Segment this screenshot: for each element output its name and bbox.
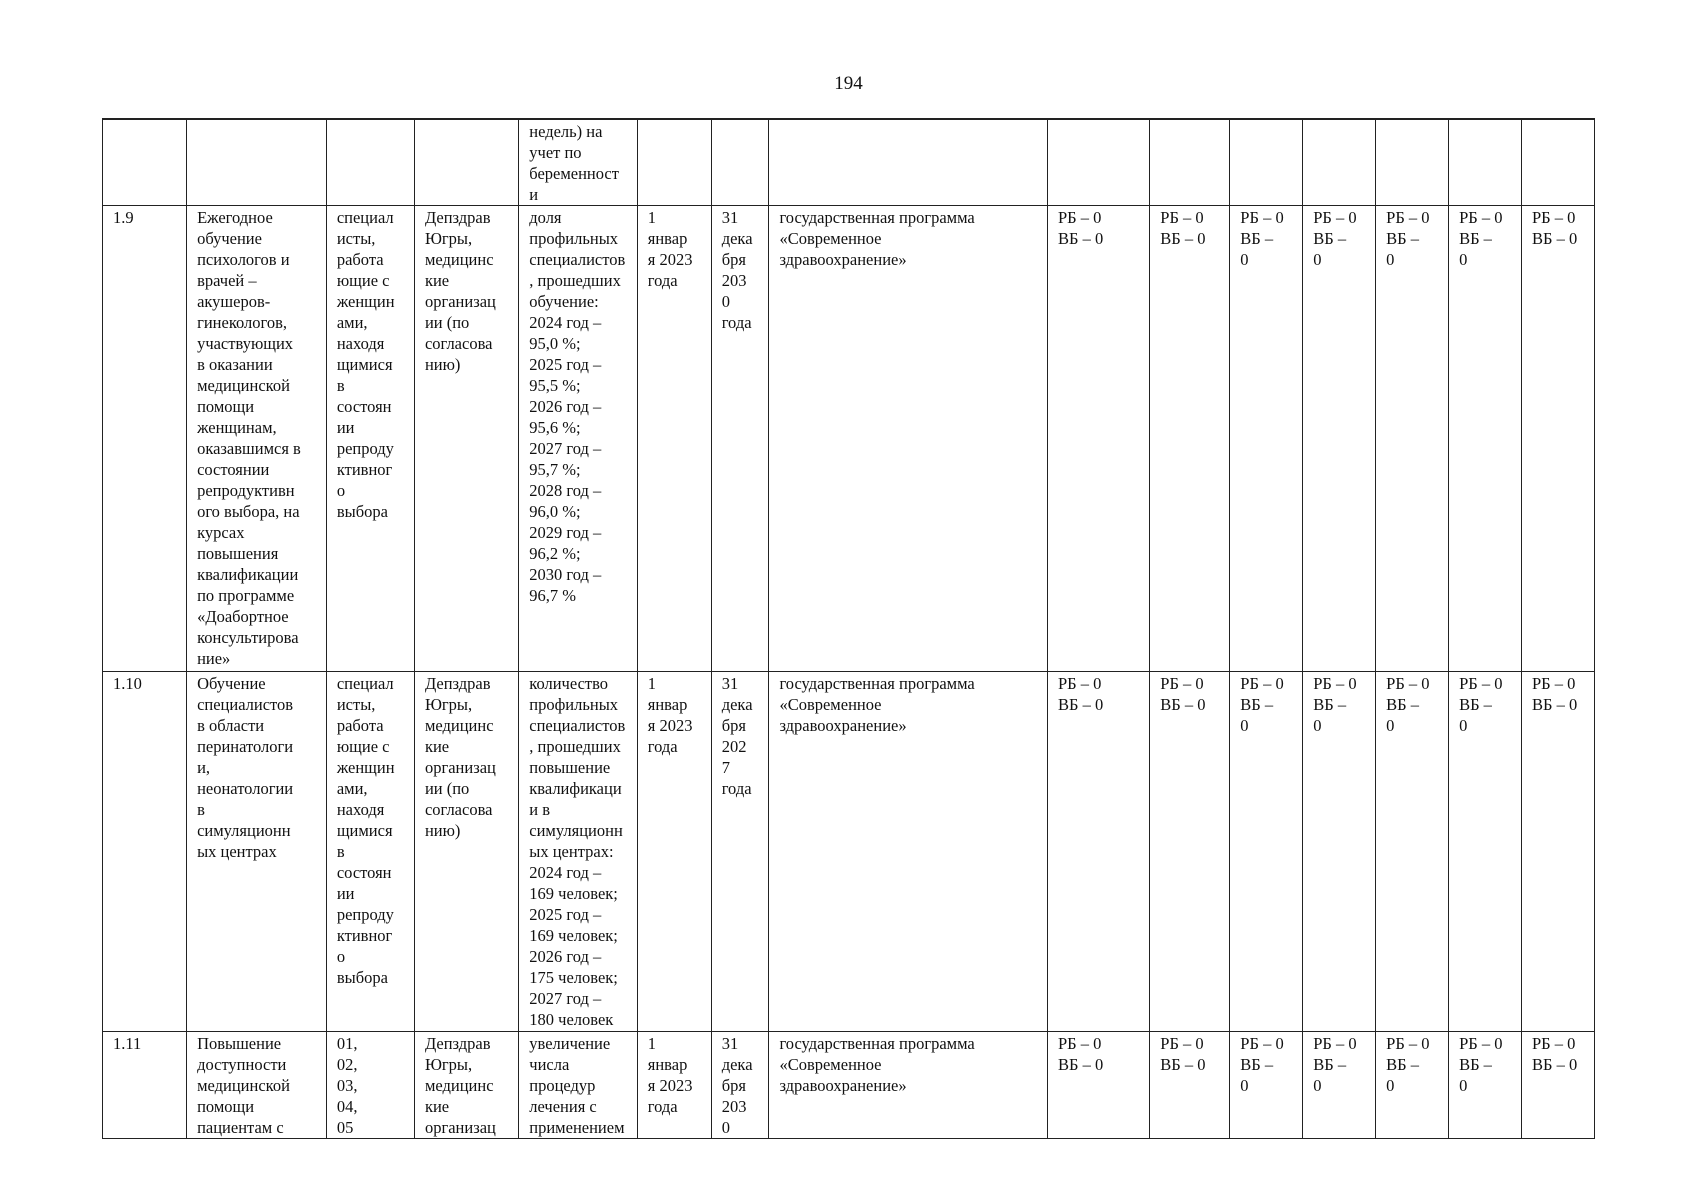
measure-number-cell: 1.10 bbox=[103, 672, 187, 1032]
participants-cell: 01, 02, 03, 04, 05 bbox=[326, 1032, 414, 1139]
measure-number-cell: 1.11 bbox=[103, 1032, 187, 1139]
funding-cell: РБ – 0 ВБ – 0 bbox=[1230, 672, 1303, 1032]
program-cell bbox=[769, 119, 1048, 206]
table-row bbox=[103, 206, 1595, 672]
funding-cell bbox=[1521, 119, 1594, 206]
funding-cell: РБ – 0 ВБ – 0 bbox=[1230, 1032, 1303, 1139]
executor-cell bbox=[414, 119, 518, 206]
measures-table bbox=[102, 118, 1595, 1139]
end-date-cell bbox=[711, 119, 769, 206]
funding-cell: РБ – 0 ВБ – 0 bbox=[1047, 206, 1149, 672]
funding-cell: РБ – 0 ВБ – 0 bbox=[1449, 672, 1522, 1032]
indicator-cell: количество профильных специалистов , прошедших повышение квалификаци и в симуляционн ых центрах: 2024 год – 169 человек; 2025 год – 169 человек; 2026 год – 175 человек; 2027 год – 180 человек bbox=[519, 672, 638, 1032]
executor-cell: Депздрав Югры, медицинс кие организац bbox=[414, 1032, 518, 1139]
page-number: 194 bbox=[834, 73, 863, 94]
funding-cell bbox=[1047, 119, 1149, 206]
funding-cell: РБ – 0 ВБ – 0 bbox=[1230, 206, 1303, 672]
funding-cell: РБ – 0 ВБ – 0 bbox=[1303, 206, 1376, 672]
participants-cell: специал исты, работа ющие с женщин ами, находя щимися в состоян ии репроду ктивног о выбора bbox=[326, 206, 414, 672]
indicator-cell: недель) на учет по беременност и bbox=[519, 119, 638, 206]
measure-name-cell: Обучение специалистов в области перинатологи и, неонатологии в симуляционн ых центрах bbox=[187, 672, 327, 1032]
funding-cell bbox=[1150, 119, 1230, 206]
table-row bbox=[103, 672, 1595, 1032]
funding-cell: РБ – 0 ВБ – 0 bbox=[1303, 672, 1376, 1032]
executor-cell: Депздрав Югры, медицинс кие организац ии (по согласова нию) bbox=[414, 672, 518, 1032]
funding-cell: РБ – 0 ВБ – 0 bbox=[1376, 206, 1449, 672]
funding-cell: РБ – 0 ВБ – 0 bbox=[1150, 206, 1230, 672]
funding-cell: РБ – 0 ВБ – 0 bbox=[1521, 206, 1594, 672]
funding-cell bbox=[1230, 119, 1303, 206]
end-date-cell: 31 дека бря 203 0 bbox=[711, 1032, 769, 1139]
executor-cell: Депздрав Югры, медицинс кие организац ии (по согласова нию) bbox=[414, 206, 518, 672]
participants-cell bbox=[326, 119, 414, 206]
table-row bbox=[103, 119, 1595, 206]
funding-cell: РБ – 0 ВБ – 0 bbox=[1521, 1032, 1594, 1139]
end-date-cell: 31 дека бря 203 0 года bbox=[711, 206, 769, 672]
funding-cell bbox=[1449, 119, 1522, 206]
measure-name-cell: Ежегодное обучение психологов и врачей – акушеров- гинекологов, участвующих в оказании медицинской помощи женщинам, оказавшимся в состоянии репродуктивн ого выбора, на курсах повышения квалификации по программе «Доабортное консультирова ние» bbox=[187, 206, 327, 672]
measure-number-cell bbox=[103, 119, 187, 206]
program-cell: государственная программа «Современное здравоохранение» bbox=[769, 1032, 1048, 1139]
indicator-cell: увеличение числа процедур лечения с применением bbox=[519, 1032, 638, 1139]
funding-cell: РБ – 0 ВБ – 0 bbox=[1150, 672, 1230, 1032]
funding-cell: РБ – 0 ВБ – 0 bbox=[1150, 1032, 1230, 1139]
funding-cell: РБ – 0 ВБ – 0 bbox=[1449, 206, 1522, 672]
indicator-cell: доля профильных специалистов , прошедших обучение: 2024 год – 95,0 %; 2025 год – 95,5 %; 2026 год – 95,6 %; 2027 год – 95,7 %; 2028 год – 96,0 %; 2029 год – 96,2 %; 2030 год – 96,7 % bbox=[519, 206, 638, 672]
funding-cell: РБ – 0 ВБ – 0 bbox=[1376, 672, 1449, 1032]
program-cell: государственная программа «Современное здравоохранение» bbox=[769, 206, 1048, 672]
funding-cell: РБ – 0 ВБ – 0 bbox=[1047, 672, 1149, 1032]
start-date-cell: 1 январ я 2023 года bbox=[637, 672, 711, 1032]
funding-cell: РБ – 0 ВБ – 0 bbox=[1047, 1032, 1149, 1139]
funding-cell: РБ – 0 ВБ – 0 bbox=[1376, 1032, 1449, 1139]
funding-cell: РБ – 0 ВБ – 0 bbox=[1449, 1032, 1522, 1139]
funding-cell bbox=[1303, 119, 1376, 206]
end-date-cell: 31 дека бря 202 7 года bbox=[711, 672, 769, 1032]
start-date-cell bbox=[637, 119, 711, 206]
measure-number-cell: 1.9 bbox=[103, 206, 187, 672]
participants-cell: специал исты, работа ющие с женщин ами, находя щимися в состоян ии репроду ктивног о выбора bbox=[326, 672, 414, 1032]
measure-name-cell bbox=[187, 119, 327, 206]
funding-cell: РБ – 0 ВБ – 0 bbox=[1303, 1032, 1376, 1139]
measure-name-cell: Повышение доступности медицинской помощи пациентам с bbox=[187, 1032, 327, 1139]
funding-cell bbox=[1376, 119, 1449, 206]
table-row bbox=[103, 1032, 1595, 1139]
start-date-cell: 1 январ я 2023 года bbox=[637, 1032, 711, 1139]
program-cell: государственная программа «Современное здравоохранение» bbox=[769, 672, 1048, 1032]
start-date-cell: 1 январ я 2023 года bbox=[637, 206, 711, 672]
funding-cell: РБ – 0 ВБ – 0 bbox=[1521, 672, 1594, 1032]
